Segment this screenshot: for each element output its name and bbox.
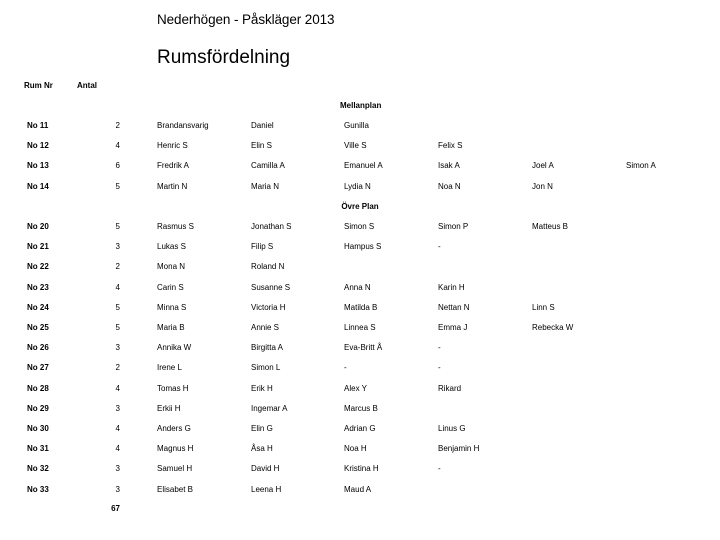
guest-name: Maud A bbox=[344, 484, 372, 494]
guest-name: Linus G bbox=[438, 424, 466, 433]
room-number: No 12 bbox=[27, 141, 49, 151]
guest-name: Mona N bbox=[157, 262, 186, 272]
room-count: 3 bbox=[115, 403, 120, 413]
table-row bbox=[0, 363, 720, 375]
room-count: 4 bbox=[115, 141, 120, 151]
room-number: No 32 bbox=[27, 464, 49, 474]
room-count: 5 bbox=[115, 323, 120, 332]
guest-name: Erkii H bbox=[157, 403, 181, 413]
guest-name: Henric S bbox=[157, 141, 188, 151]
guest-name: Anders G bbox=[157, 424, 191, 433]
room-number: No 23 bbox=[27, 282, 49, 292]
table-row bbox=[0, 161, 720, 173]
table-row bbox=[0, 343, 720, 355]
room-number: No 21 bbox=[27, 242, 49, 252]
table-row bbox=[0, 303, 720, 315]
table-row bbox=[0, 464, 720, 476]
room-count: 5 bbox=[115, 222, 120, 231]
room-count: 5 bbox=[115, 302, 120, 312]
room-count: 4 bbox=[115, 444, 120, 454]
guest-name: Lukas S bbox=[157, 242, 186, 252]
guest-name: Annie S bbox=[251, 323, 280, 332]
guest-name: - bbox=[438, 464, 441, 474]
room-number: No 31 bbox=[27, 444, 49, 454]
guest-name: Lydia N bbox=[344, 181, 371, 191]
room-number: No 13 bbox=[27, 161, 49, 171]
guest-name: - bbox=[344, 363, 347, 373]
table-row bbox=[0, 262, 720, 274]
total-count: 67 bbox=[111, 504, 120, 513]
guest-name: Marcus B bbox=[344, 403, 378, 413]
table-row bbox=[0, 182, 720, 194]
guest-name: Magnus H bbox=[157, 444, 194, 454]
guest-name: Anna N bbox=[344, 282, 371, 292]
table-row bbox=[0, 242, 720, 254]
guest-name: Matteus B bbox=[532, 222, 569, 231]
guest-name: Ingemar A bbox=[251, 403, 288, 413]
section-heading: Övre Plan bbox=[341, 202, 379, 211]
document-title: Nederhögen - Påskläger 2013 bbox=[157, 12, 335, 27]
room-number: No 29 bbox=[27, 403, 49, 413]
room-count: 2 bbox=[115, 262, 120, 272]
guest-name: Filip S bbox=[251, 242, 274, 252]
column-header-antal: Antal bbox=[77, 81, 97, 90]
room-count: 5 bbox=[115, 181, 120, 191]
guest-name: Jonathan S bbox=[251, 222, 292, 231]
table-row bbox=[0, 384, 720, 396]
guest-name: Roland N bbox=[251, 262, 285, 272]
guest-name: - bbox=[438, 242, 441, 252]
guest-name: Birgitta A bbox=[251, 343, 284, 353]
room-number: No 26 bbox=[27, 343, 49, 353]
room-count: 4 bbox=[115, 424, 120, 433]
document-subtitle: Rumsfördelning bbox=[157, 47, 291, 68]
room-count: 4 bbox=[115, 383, 120, 393]
guest-name: Noa H bbox=[344, 444, 367, 454]
room-number: No 33 bbox=[27, 484, 49, 494]
guest-name: Joel A bbox=[532, 161, 554, 171]
guest-name: Isak A bbox=[438, 161, 460, 171]
guest-name: Maria N bbox=[251, 181, 280, 191]
room-count: 6 bbox=[115, 161, 120, 171]
guest-name: Felix S bbox=[438, 141, 463, 151]
table-row bbox=[0, 485, 720, 497]
table-row bbox=[0, 424, 720, 436]
guest-name: Karin H bbox=[438, 282, 465, 292]
room-number: No 27 bbox=[27, 363, 49, 373]
guest-name: Gunilla bbox=[344, 121, 369, 130]
guest-name: Elin S bbox=[251, 141, 272, 151]
guest-name: Fredrik A bbox=[157, 161, 190, 171]
room-number: No 11 bbox=[27, 121, 49, 130]
guest-name: Leena H bbox=[251, 484, 282, 494]
section-heading: Mellanplan bbox=[340, 101, 382, 110]
table-row bbox=[0, 444, 720, 456]
guest-name: Simon L bbox=[251, 363, 281, 373]
room-count: 3 bbox=[115, 242, 120, 252]
room-number: No 25 bbox=[27, 323, 49, 332]
guest-name: Linnea S bbox=[344, 323, 376, 332]
guest-name: Kristina H bbox=[344, 464, 379, 474]
room-count: 2 bbox=[115, 121, 120, 130]
guest-name: Simon A bbox=[626, 161, 656, 171]
guest-name: Adrian G bbox=[344, 424, 376, 433]
room-number: No 20 bbox=[27, 222, 49, 231]
guest-name: Carin S bbox=[157, 282, 184, 292]
guest-name: Elisabet B bbox=[157, 484, 194, 494]
guest-name: Camilla A bbox=[251, 161, 285, 171]
room-count: 3 bbox=[115, 484, 120, 494]
guest-name: Susanne S bbox=[251, 282, 291, 292]
guest-name: Rebecka W bbox=[532, 323, 574, 332]
column-header-rum-nr: Rum Nr bbox=[24, 81, 53, 90]
room-count: 4 bbox=[115, 282, 120, 292]
room-number: No 24 bbox=[27, 302, 49, 312]
guest-name: Minna S bbox=[157, 302, 187, 312]
guest-name: Noa N bbox=[438, 181, 461, 191]
guest-name: Benjamin H bbox=[438, 444, 480, 454]
guest-name: Ville S bbox=[344, 141, 367, 151]
guest-name: Simon S bbox=[344, 222, 375, 231]
room-number: No 22 bbox=[27, 262, 49, 272]
guest-name: Tomas H bbox=[157, 383, 189, 393]
guest-name: Rasmus S bbox=[157, 222, 194, 231]
room-number: No 28 bbox=[27, 383, 49, 393]
guest-name: Annika W bbox=[157, 343, 192, 353]
guest-name: Daniel bbox=[251, 121, 274, 130]
guest-name: Hampus S bbox=[344, 242, 382, 252]
guest-name: Alex Y bbox=[344, 383, 367, 393]
room-number: No 30 bbox=[27, 424, 49, 433]
guest-name: Simon P bbox=[438, 222, 469, 231]
guest-name: Irene L bbox=[157, 363, 182, 373]
guest-name: Emanuel A bbox=[344, 161, 383, 171]
guest-name: Linn S bbox=[532, 302, 555, 312]
room-count: 3 bbox=[115, 464, 120, 474]
guest-name: Martin N bbox=[157, 181, 188, 191]
guest-name: Brandansvarig bbox=[157, 121, 209, 130]
table-row bbox=[0, 121, 720, 133]
table-row bbox=[0, 283, 720, 295]
guest-name: Victoria H bbox=[251, 302, 286, 312]
guest-name: Jon N bbox=[532, 181, 553, 191]
table-row bbox=[0, 141, 720, 153]
guest-name: Åsa H bbox=[251, 444, 273, 454]
guest-name: Rikard bbox=[438, 383, 462, 393]
guest-name: - bbox=[438, 343, 441, 353]
guest-name: Emma J bbox=[438, 323, 468, 332]
guest-name: Eva-Britt Å bbox=[344, 343, 383, 353]
room-number: No 14 bbox=[27, 181, 49, 191]
guest-name: David H bbox=[251, 464, 280, 474]
guest-name: Nettan N bbox=[438, 302, 470, 312]
table-row bbox=[0, 404, 720, 416]
guest-name: Elin G bbox=[251, 424, 273, 433]
guest-name: Matilda B bbox=[344, 302, 378, 312]
guest-name: Maria B bbox=[157, 323, 185, 332]
guest-name: - bbox=[438, 363, 441, 373]
room-count: 3 bbox=[115, 343, 120, 353]
room-count: 2 bbox=[115, 363, 120, 373]
table-row bbox=[0, 222, 720, 234]
guest-name: Erik H bbox=[251, 383, 273, 393]
guest-name: Samuel H bbox=[157, 464, 193, 474]
table-row bbox=[0, 323, 720, 335]
